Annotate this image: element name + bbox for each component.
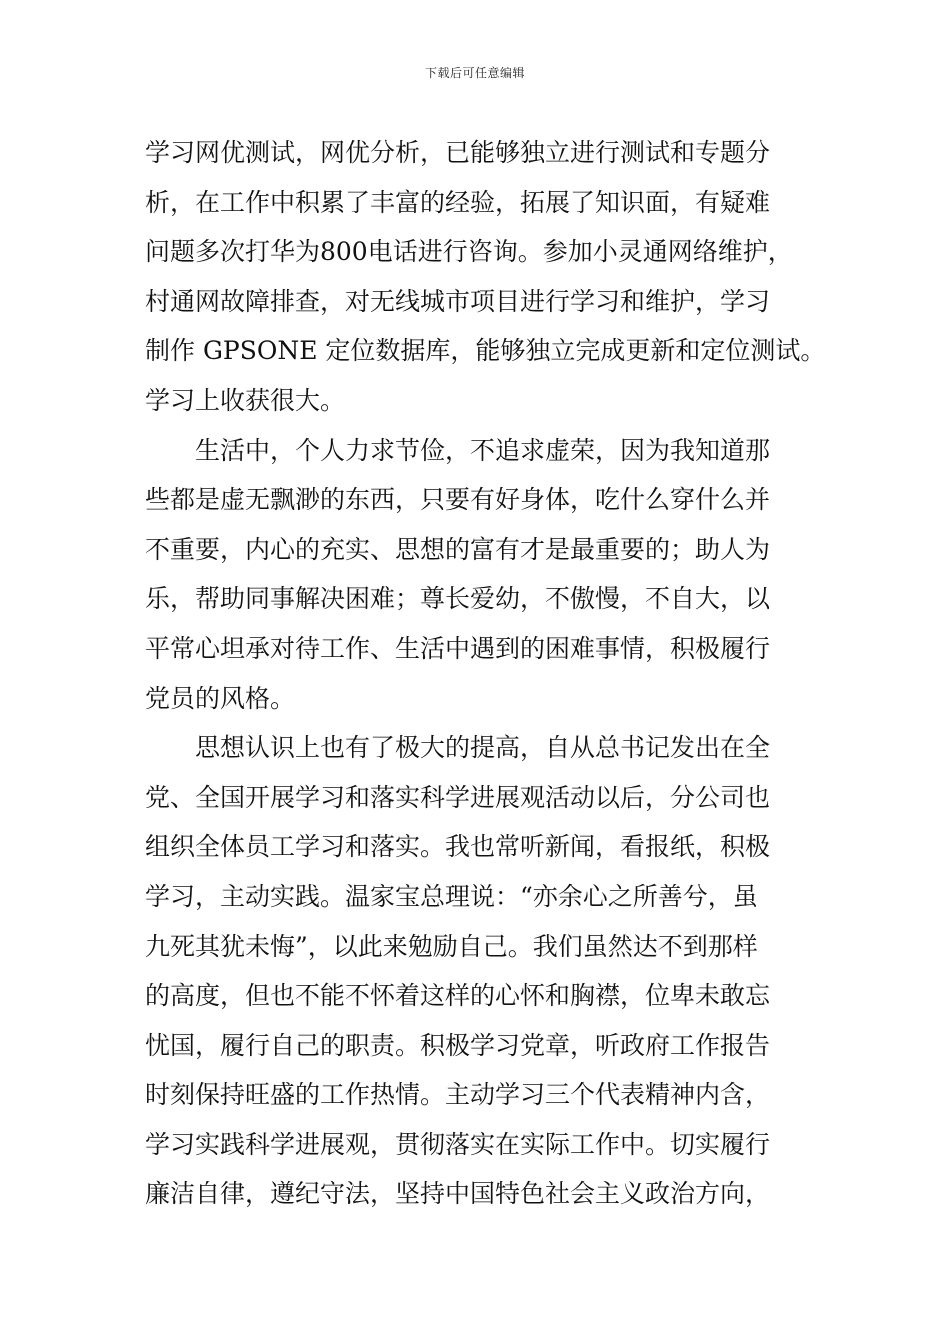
text-line: 时刻保持旺盛的工作热情。主动学习三个代表精神内含， bbox=[145, 1080, 771, 1110]
text-line: 制作 GPSONE 定位数据库，能够独立完成更新和定位测试。 bbox=[145, 336, 826, 366]
text-line: 学习网优测试，网优分析，已能够独立进行测试和专题分 bbox=[145, 138, 771, 167]
page-header: 下载后可任意编辑 bbox=[424, 66, 525, 80]
text-line: 忧国，履行自己的职责。积极学习党章，听政府工作报告 bbox=[145, 1030, 771, 1060]
text-line: 不重要，内心的充实、思想的富有才是最重要的；助人为 bbox=[145, 534, 771, 564]
text-line: 析，在工作中积累了丰富的经验，拓展了知识面，有疑难 bbox=[145, 187, 771, 217]
text-line: 组织全体员工学习和落实。我也常听新闻，看报纸，积极 bbox=[145, 832, 771, 862]
paragraph-study bbox=[145, 128, 826, 426]
paragraph-life bbox=[145, 426, 810, 724]
text-line: 思想认识上也有了极大的提高，自从总书记发出在全 bbox=[145, 733, 771, 763]
text-line: 生活中，个人力求节俭，不追求虚荣，因为我知道那 bbox=[145, 435, 771, 465]
paragraph-thought bbox=[145, 723, 810, 1219]
text-line: 学习，主动实践。温家宝总理说：“亦余心之所善兮，虽 bbox=[145, 881, 758, 911]
text-line: 村通网故障排查，对无线城市项目进行学习和维护，学习 bbox=[145, 286, 771, 316]
text-line: 廉洁自律，遵纪守法，坚持中国特色社会主义政治方向， bbox=[145, 1179, 771, 1209]
text-line: 乐，帮助同事解决困难；尊长爱幼，不傲慢，不自大，以 bbox=[145, 584, 771, 614]
text-line: 学习实践科学进展观，贯彻落实在实际工作中。切实履行 bbox=[145, 1129, 771, 1159]
text-line: 党员的风格。 bbox=[145, 683, 296, 713]
text-line: 的高度，但也不能不怀着这样的心怀和胸襟，位卑未敢忘 bbox=[145, 981, 771, 1011]
text-line: 党、全国开展学习和落实科学进展观活动以后，分公司也 bbox=[145, 782, 771, 812]
text-line: 问题多次打华为800电话进行咨询。参加小灵通网络维护， bbox=[145, 237, 793, 267]
document-body bbox=[145, 128, 826, 1219]
text-line: 九死其犹未悔”，以此来勉励自己。我们虽然达不到那样 bbox=[145, 931, 758, 961]
text-line: 平常心坦承对待工作、生活中遇到的困难事情，积极履行 bbox=[145, 633, 771, 663]
text-line: 学习上收获很大。 bbox=[145, 385, 346, 415]
text-line: 些都是虚无飘渺的东西，只要有好身体，吃什么穿什么并 bbox=[145, 485, 771, 515]
